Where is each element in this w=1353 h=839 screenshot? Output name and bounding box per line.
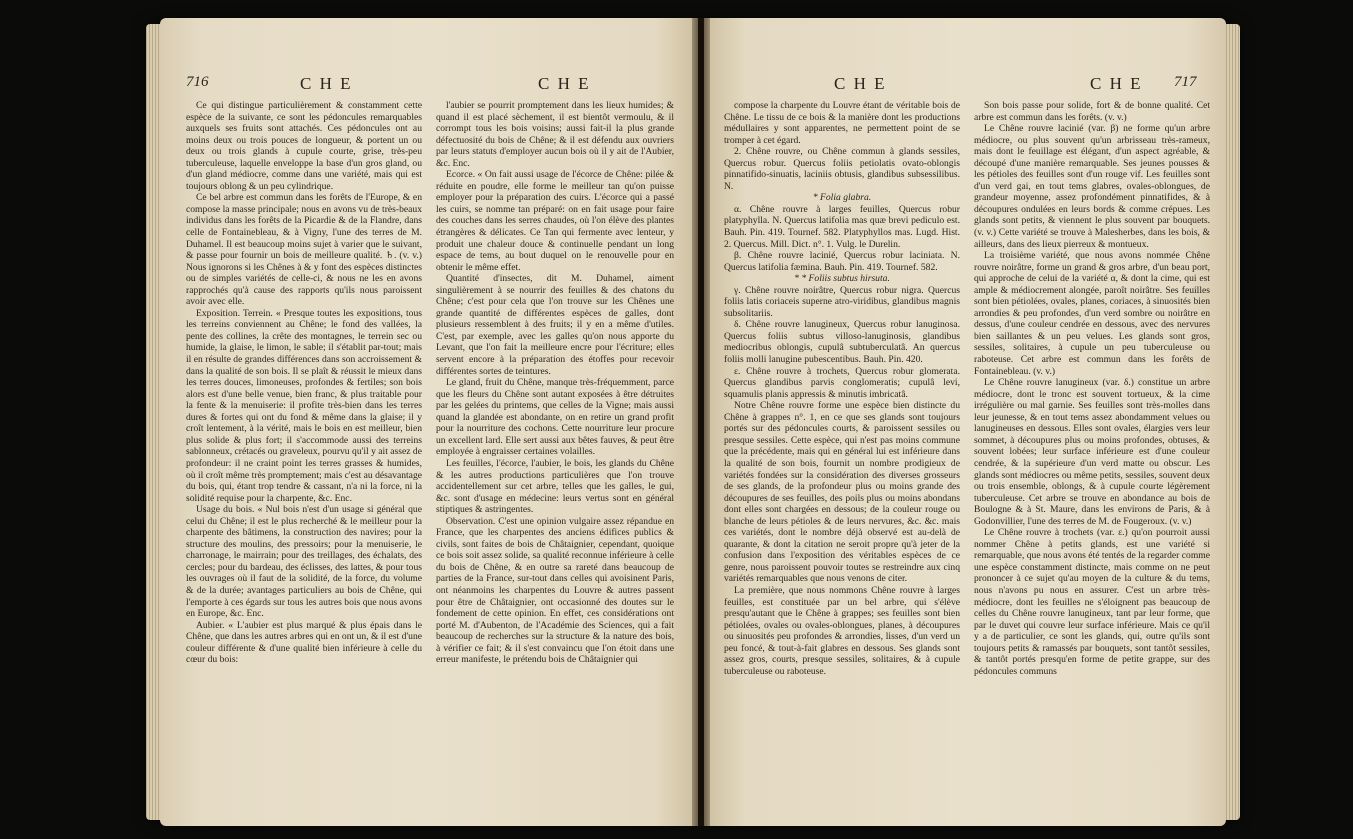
left-column-2	[436, 100, 674, 812]
left-head-col2: C H E	[538, 74, 591, 93]
paragraph: Usage du bois. « Nul bois n'est d'un usage si général que celui du Chêne; il est le plus recherché & le meilleur pour la charpente des bâtimens, la construction des navires; pour la structure des moulins, des pressoirs; pour la menuiserie, le charronage, le mairrain; pour des treillages, des échalats, des cercles; pour du bardeau, des éclisses, des lattes, & pour tous les ouvrages où il faut de la solidité, de la force, du volume & de la durée; avantages particuliers au bois de Chêne, qui l'emporte à ces égards sur tous les autres bois que nous avons en Europe, &c. Enc.	[186, 504, 422, 620]
paragraph: γ. Chêne rouvre noirâtre, Quercus robur nigra. Quercus foliis latis coriaceis superne atro-viridibus, glandibus magnis subsolitariis.	[724, 284, 960, 319]
left-head-col1: C H E	[300, 74, 353, 93]
paragraph: Notre Chêne rouvre forme une espèce bien distincte du Chêne à grappes n°. 1, en ce que ses glands sont toujours portés sur des pédoncules courts, & paroissent sessiles ou presque sessiles. Cette espèce, qui n'est pas moins commune que la précédente, mais qui en général lui est inférieure dans la qualité de son bois, fournit un nombre prodigieux de variétés fondées sur la considération des diverses grosseurs de ses glands, de la profondeur plus ou moins grande des découpures de ses feuilles, des poils plus ou moins abondans dont elles sont chargées en dessous; de la couleur rouge ou blanche de leurs pétioles & de leurs nervures, &c. &c. mais ces variétés, dont le nombre déjà observé est au-delà de quarante, & dont la citation ne seroit propre qu'à jeter de la confusion dans l'exposition des véritables espèces de ce genre, nous paroissent pouvoir toutes se restreindre aux cinq variétés remarquables que nous venons de citer.	[724, 400, 960, 585]
right-column-2	[974, 100, 1210, 812]
right-running-head	[704, 74, 1226, 96]
right-head-col1: C H E	[834, 74, 887, 93]
paragraph: * * Foliis subtus hirsuta.	[794, 273, 890, 285]
paragraph: * Folia glabra.	[812, 192, 872, 204]
paragraph: Le Chêne rouvre lacinié (var. β) ne forme qu'un arbre médiocre, ou plus souvent qu'un arbrisseau très-rameux, mais dont le feuillage est élégant, d'un aspect agréable, & découpé d'une manière remarquable. Ses jeunes pousses & les pétioles des feuilles sont d'un rouge vif. Les feuilles sont d'un verd gai, en tout tems glabres, ovales-oblongues, de grandeur moyenne, assez profondément pinnatifides, & à découpures ondulées en leurs bords & comme crépues. Les glands sont petits, & viennent le plus souvent par bouquets. (v. v.) Cette variété se trouve à Malesherbes, dans les bois, & ailleurs, dans des lieux pierreux & montueux.	[974, 123, 1210, 250]
left-column-1	[186, 100, 422, 812]
paragraph: Le gland, fruit du Chêne, manque très-fréquemment, parce que les fleurs du Chêne sont autant exposées à être détruites par les gelées du printems, que celles de la Vigne; mais aussi quand la glandée est abondante, on en retire un grand profit pour la nourriture des cochons. Cette nourriture leur procure un excellent lard. Elle sert aussi aux bêtes fauves, & peut être employée à engraisser certaines volailles.	[436, 377, 674, 458]
left-running-head	[160, 74, 698, 96]
paragraph: Aubier. « L'aubier est plus marqué & plus épais dans le Chêne, que dans les autres arbres qui en ont un, & il est d'une couleur différente & d'une qualité bien inférieure à celle du cœur du bois:	[186, 619, 422, 666]
paragraph: Ce bel arbre est commun dans les forêts de l'Europe, & en compose la masse principale; nous en avons vu de très-beaux individus dans les forêts de la Picardie & de la Flandre, dans celle de Fontainebleau, & à Vigny, l'une des terres de M. Duhamel. Il est beaucoup moins sujet à varier que le suivant, & passe pour fournir un bois de meilleure qualité. ♄. (v. v.) Nous ignorons si les Chênes à & y font des espèces distinctes ou de simples variétés de celle-ci, & nous ne les en avons rapprochés qu'à cause des rapports qu'ils nous paroissent avoir avec elle.	[186, 192, 422, 308]
right-page-number: 717	[1174, 74, 1197, 90]
paragraph: Exposition. Terrein. « Presque toutes les expositions, tous les terreins conviennent au Chêne; le fond des vallées, la pente des collines, la crête des montagnes, le terrein sec ou humide, la glaise, le limon, le sable; il s'établit par-tout; mais il en résulte de grandes différences dans son accroissement & dans la qualité de son bois. Il se plaît & réussit le mieux dans les terres douces, limoneuses, profondes & fertiles; son bois alors est d'une belle venue, bien franc, & plus traitable pour la fente & la menuiserie: il profite très-bien dans les terres dures & fortes qui ont du fond & même dans la glaise; il y croît lentement, à la vérité, mais le bois en est meilleur, bien plus solide & plus fort; il s'accommode aussi des terreins sablonneux, crétacés ou graveleux, pourvu qu'il y ait assez de profondeur: il ne craint point les terres grasses & humides, où il croît même très promptement; mais c'est au désavantage du bois, qui, étant trop tendre & cassant, n'a ni la force, ni la solidité requise pour la charpente, &c. Enc.	[186, 307, 422, 504]
paragraph: La troisième variété, que nous avons nommée Chêne rouvre noirâtre, forme un grand & gros arbre, d'un beau port, qui approche de celui de la variété α, & dont la cime, qui est ample & médiocrement alongée, paroît noirâtre. Ses feuilles sont bien pétiolées, ovales, planes, coriaces, à sinuosités bien arrondies & peu profondes, d'un verd sombre ou noirâtre en dessus, d'une couleur cendrée en dessous, avec des nervures bien saillantes & un peu velues. Les glands sont gros, sessiles, solitaires, à cupule un peu tuberculeuse ou raboteuse. Cet arbre est commun dans les forêts de Fontainebleau. (v. v.)	[974, 250, 1210, 377]
open-book	[160, 18, 1226, 826]
paragraph: ε. Chêne rouvre à trochets, Quercus robur glomerata. Quercus glandibus parvis conglomeratis; cupulâ levi, squamulis planis appressis & minutis imbricatâ.	[724, 365, 960, 400]
left-page	[160, 18, 698, 826]
book-gutter	[692, 18, 710, 826]
paragraph: Ce qui distingue particulièrement & constamment cette espèce de la suivante, ce sont les pédoncules remarquables auxquels ses fruits sont attachés. Ces pédoncules ont au moins deux ou trois pouces de longueur, & portent un ou deux ou trois glands à cupule courte, grise, très-peu tuberculeuse, laquelle enveloppe la base d'un gros gland, ou d'un gland médiocre, comme dans une variété, mais qui est toujours oblong & un peu cylindrique.	[186, 100, 422, 192]
paragraph: l'aubier se pourrit promptement dans les lieux humides; & quand il est placé sèchement, il est bientôt vermoulu, & il corrompt tous les bois voisins; aussi fait-il la plus grande défectuosité du bois de Chêne; & il est défendu aux ouvriers par leurs statuts d'employer aucun bois où il y ait de l'Aubier, &c. Enc.	[436, 100, 674, 169]
paragraph: compose la charpente du Louvre étant de véritable bois de Chêne. Le tissu de ce bois & la manière dont les productions médullaires y sont apparentes, ne permettent point de se tromper à cet égard.	[724, 100, 960, 146]
left-page-number: 716	[186, 74, 209, 90]
paragraph: β. Chêne rouvre lacinié, Quercus robur laciniata. N. Quercus latifolia fæmina. Bauh. Pin. 419. Tournef. 582.	[724, 250, 960, 273]
right-page	[704, 18, 1226, 826]
paragraph: Observation. C'est une opinion vulgaire assez répandue en France, que les charpentes des anciens édifices publics & civils, sont faites de bois de Châtaignier, cependant, quoique ce bois soit assez solide, sa qualité reconnue inférieure à celle du bois de Chêne, & en outre sa rareté dans beaucoup de parties de la France, sur-tout dans celles qui avoisinent Paris, ont néanmoins les charpentes du Louvre & autres passent pour être de Châtaignier, ont occasionné des doutes sur le fondement de cette opinion. En effet, ces considérations ont porté M. d'Aubenton, de l'Académie des Sciences, qui a fait beaucoup de recherches sur la structure & la nature des bois, à vérifier ce fait; & il s'est convaincu que l'on étoit dans une erreur manifeste, le prétendu bois de Châtaignier qui	[436, 515, 674, 666]
right-head-col2: C H E	[1090, 74, 1143, 93]
page-edges-right	[1224, 24, 1240, 820]
paragraph: Quantité d'insectes, dit M. Duhamel, aiment singulièrement à se nourrir des feuilles & des chatons du Chêne; c'est pour cela que l'on trouve sur les Chênes une grande quantité de différentes espèces de galles, dont plusieurs ressemblent à des fruits; il y en a même d'utiles. C'est, par exemple, avec les galles qu'on nous apporte du Levant, que l'on fait la meilleure encre pour l'écriture; elles servent encore à la préparation des étoffes pour recevoir différentes sortes de teintures.	[436, 273, 674, 377]
paragraph: δ. Chêne rouvre lanugineux, Quercus robur lanuginosa. Quercus foliis subtus villoso-lanuginosis, glandibus mediocribus oblongis, cupulâ subtuberculatâ. An quercus foliis molli lanugine pubescentibus. Bauh. Pin. 420.	[724, 319, 960, 366]
paragraph: La première, que nous nommons Chêne rouvre à larges feuilles, est constituée par un bel arbre, qui s'élève presqu'autant que le Chêne à grappes; ses feuilles sont bien pétiolées, ovales ou ovales-oblongues, planes, à découpures ou sinuosités peu profondes & arrondies, lisses, d'un verd un peu foncé, & tout-à-fait glabres en dessous. Ses glands sont assez gros, courts, presque sessiles, solitaires, & à cupule tuberculeuse ou raboteuse.	[724, 584, 960, 677]
paragraph: Ecorce. « On fait aussi usage de l'écorce de Chêne: pilée & réduite en poudre, elle forme le meilleur tan qu'on puisse employer pour la préparation des cuirs. L'écorce qui a passé les cuirs, se nomme tan préparé: on en fait usage pour faire des couches dans les serres chaudes, où l'on élève des plantes étrangères & délicates. Ce Tan qui fermente avec lenteur, y produit une chaleur douce & continuelle pendant un long espace de tems, au bout duquel on le renouvelle pour en obtenir le même effet.	[436, 169, 674, 273]
paragraph: Le Chêne rouvre lanugineux (var. δ.) constitue un arbre médiocre, dont le tronc est souvent tortueux, & la cime irrégulière ou mal garnie. Ses feuilles sont très-molles dans leur jeunesse, & en tout tems assez abondamment velues ou lanugineuses en dessous. Elles sont ovales, élargies vers leur sommet, à découpures plus ou moins profondes, obtuses, & souvent lobées; leur surface inférieure est d'une couleur cendrée, & la supérieure d'un verd matte ou obscur. Les glands sont médiocres ou même petits, sessiles, souvent deux ou trois ensemble, oblongs, & à cupule courte légèrement tuberculeuse. Cet arbre se trouve en abondance au bois de Boulogne & à St. Maure, dans les environs de Paris, & à Godonvillier, l'une des terres de M. de Fougeroux. (v. v.)	[974, 377, 1210, 527]
paragraph: 2. Chêne rouvre, ou Chêne commun à glands sessiles, Quercus robur. Quercus foliis petiolatis ovato-oblongis pinnatifido-sinuatis, laciniis obtusis, glandibus subsessilibus. N.	[724, 146, 960, 192]
right-column-1	[724, 100, 960, 812]
paragraph: Son bois passe pour solide, fort & de bonne qualité. Cet arbre est commun dans les forêts. (v. v.)	[974, 100, 1210, 123]
paragraph: α. Chêne rouvre à larges feuilles, Quercus robur platyphylla. N. Quercus latifolia mas quæ brevi pediculo est. Bauh. Pin. 419. Tournef. 582. Platyphyllos mas. Lugd. Hist. 2. Quercus. Mill. Dict. n°. 1. Vulg. le Durelin.	[724, 203, 960, 250]
paragraph: Les feuilles, l'écorce, l'aubier, le bois, les glands du Chêne & les autres productions particulières que l'on trouve accidentellement sur cet arbre, telles que les galles, le gui, &c. sont d'usage en médecine: leurs vertus sont en général stiptiques & astringentes.	[436, 457, 674, 516]
paragraph: Le Chêne rouvre à trochets (var. ε.) qu'on pourroit aussi nommer Chêne à petits glands, est une variété si remarquable, que nous avons été tentés de la regarder comme une espèce constamment distincte, mais comme on ne peut prononcer à ce sujet qu'au moyen de la culture & du tems, nous n'avons pu nous en assurer. C'est un arbre très-médiocre, dont les feuilles ne s'éloignent pas beaucoup de celles du Chêne rouvre lanugineux, tant par leur forme, que par le duvet qui couvre leur surface inférieure. Mais ce qu'il y a de particulier, ce sont les glands, qui, outre qu'ils sont toujours petits & ramassés par bouquets, sont tantôt sessiles, & tantôt portés presqu'en forme de petite grappe, sur des pédoncules communs	[974, 527, 1210, 677]
